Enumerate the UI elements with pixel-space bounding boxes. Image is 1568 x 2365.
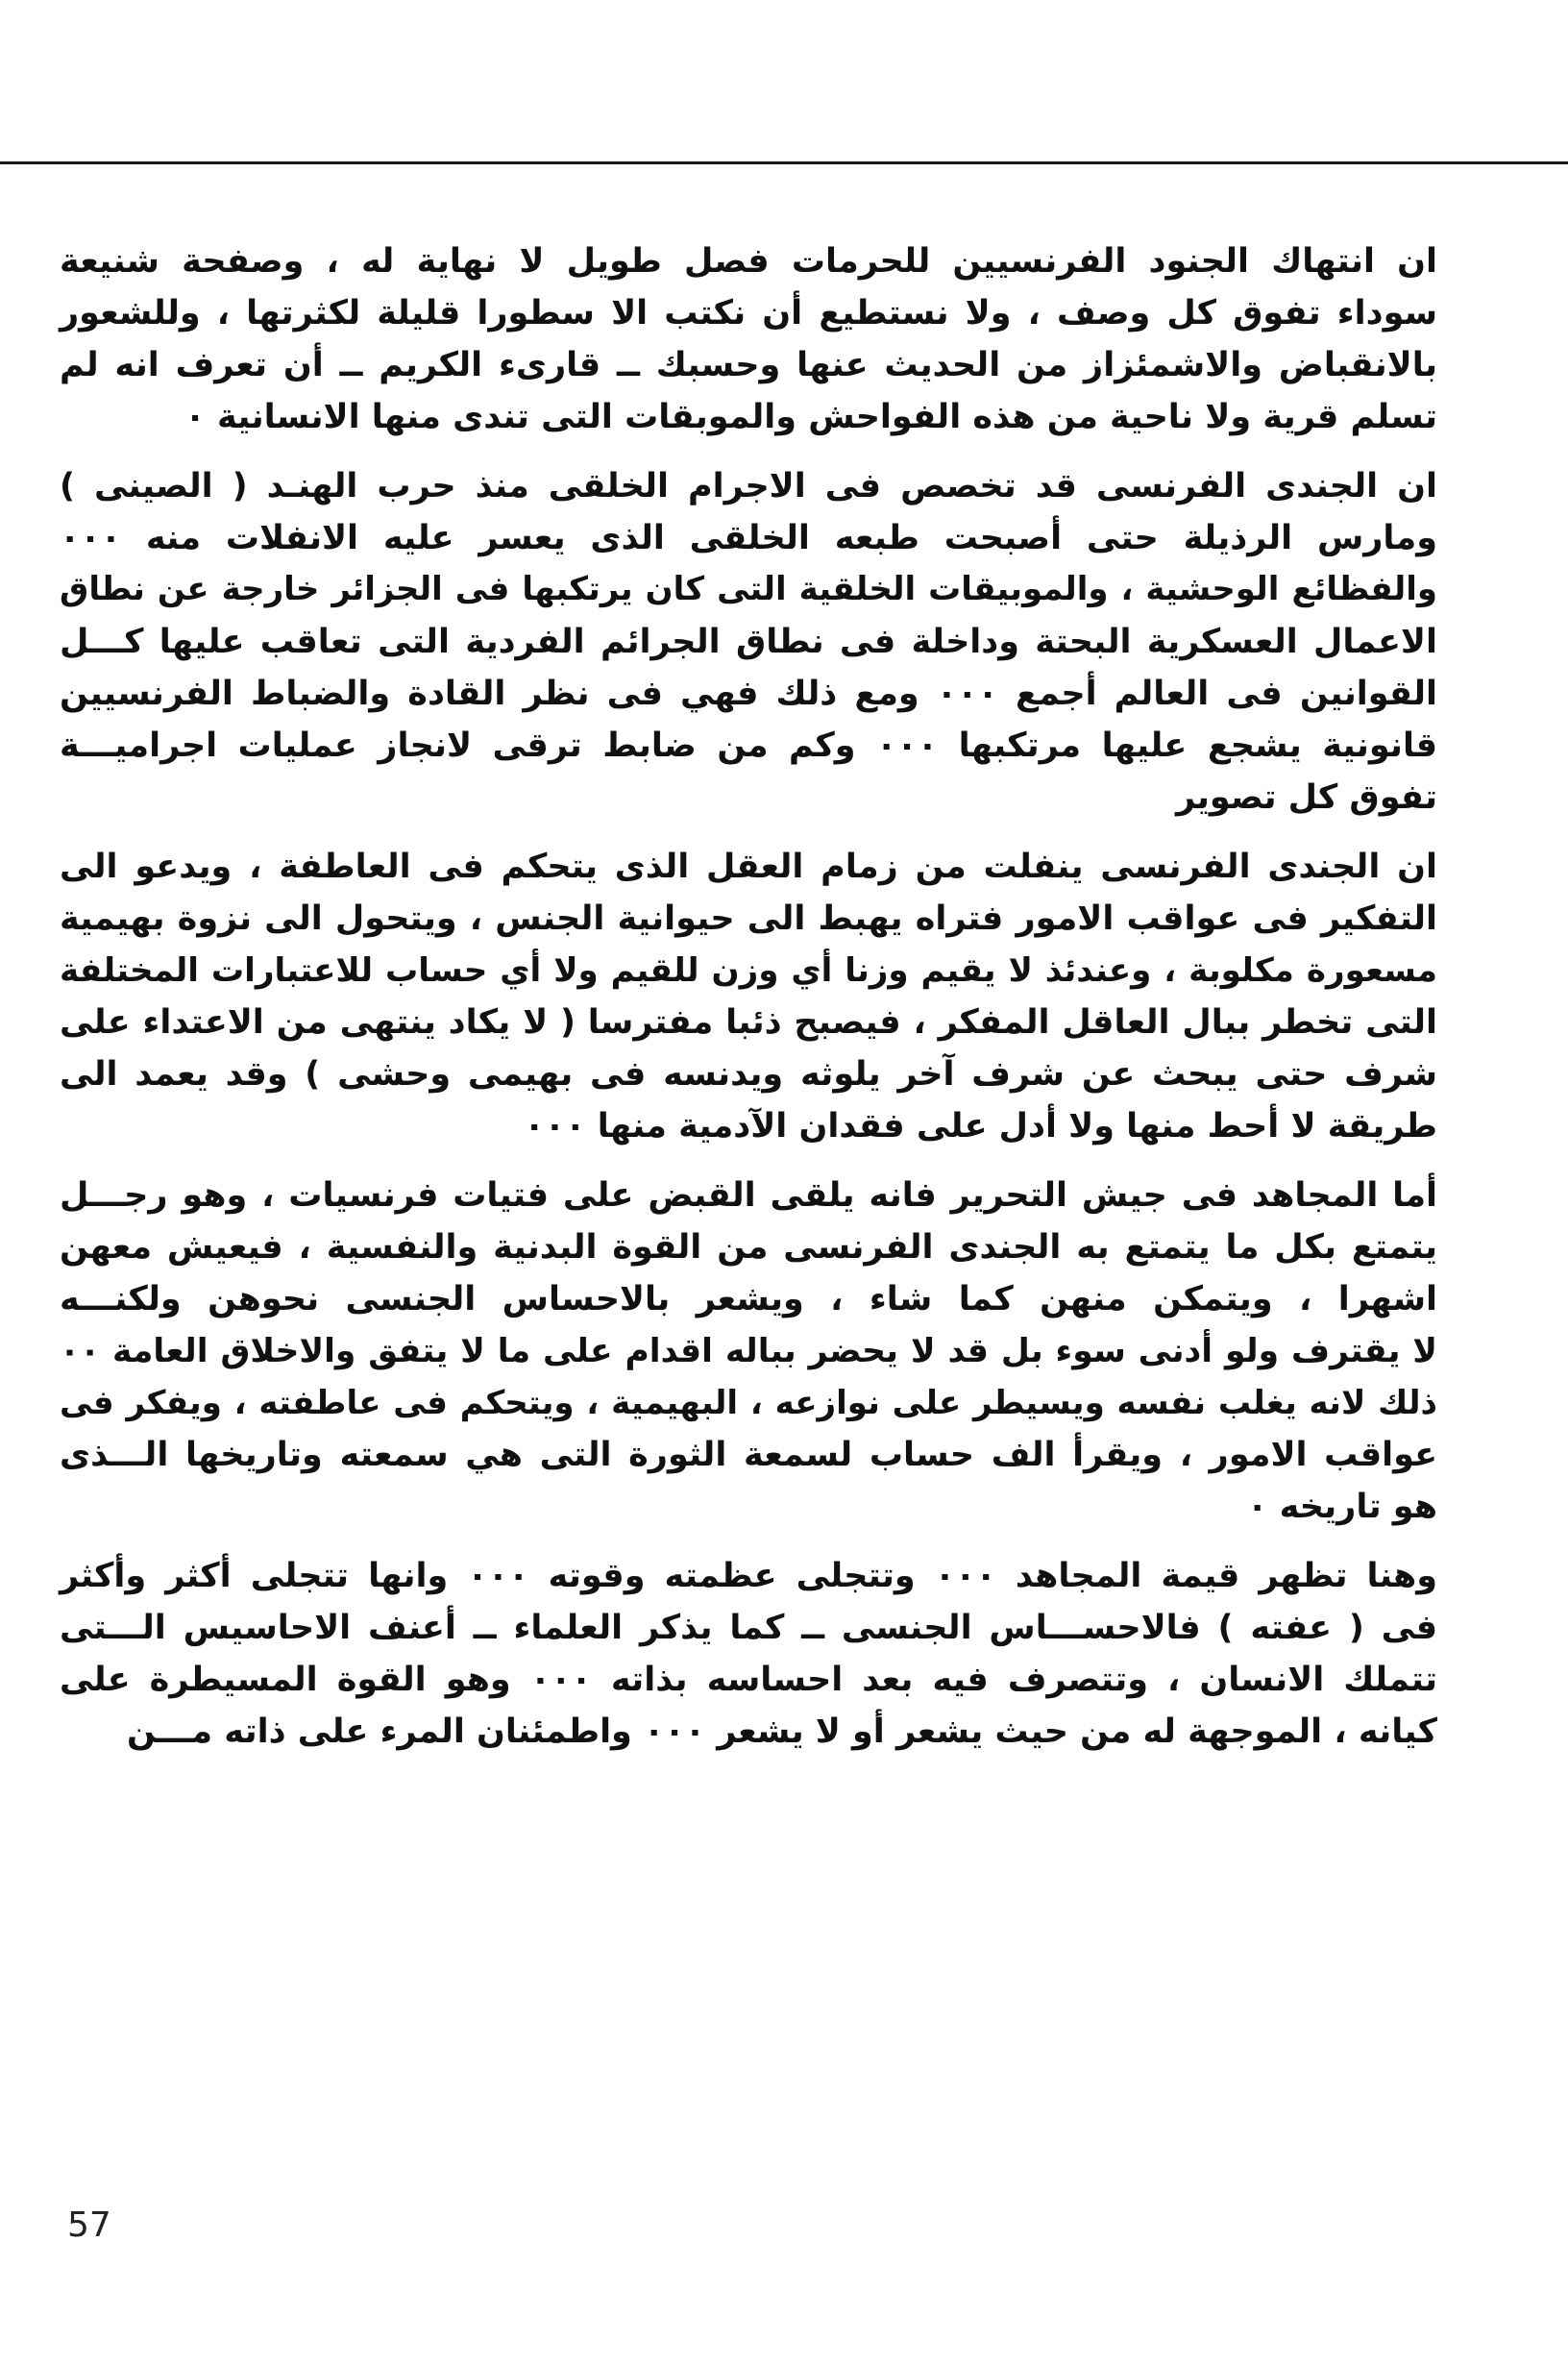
- text-line: سوداء تفوق كل وصف ، ولا نستطيع أن نكتب الا سطورا قليلة لكثرتها ، وللشعور: [60, 294, 1437, 333]
- text-line: مسعورة مكلوبة ، وعندئذ لا يقيم وزنا أي وزن للقيم ولا أي حساب للاعتبارات المختلفة: [60, 951, 1437, 990]
- text-line: تتملك الانسان ، وتتصرف فيه بعد احساسه بذاته ٠٠٠ وهو القوة المسيطرة على: [60, 1661, 1438, 1699]
- text-line: قانونية يشجع عليها مرتكبها ٠٠٠ وكم من ضابط ترقى لانجاز عمليات اجراميـــة: [60, 727, 1438, 765]
- paragraph: [60, 235, 1437, 443]
- text-line: والفظائع الوحشية ، والموبيقات الخلقية التى كان يرتكبها فى الجزائر خارجة عن نطاق: [60, 571, 1437, 608]
- text-line: طريقة لا أحط منها ولا أدل على فقدان الآدمية منها ٠٠٠: [524, 1107, 1437, 1146]
- text-line: التى تخطر ببال العاقل المفكر ، فيصبح ذئبا مفترسا ( لا يكاد ينتهى من الاعتداء على: [60, 1003, 1437, 1042]
- text-line: اشهرا ، ويتمكن منهن كما شاء ، ويشعر بالاحساس الجنسى نحوهن ولكنـــه: [60, 1280, 1437, 1318]
- page-number: 57: [67, 2205, 111, 2245]
- text-line: تسلم قرية ولا ناحية من هذه الفواحش والموبقات التى تندى منها الانسانية ٠: [184, 398, 1437, 436]
- text-line: وهنا تظهر قيمة المجاهد ٠٠٠ وتتجلى عظمته وقوته ٠٠٠ وانها تتجلى أكثر وأكثر: [60, 1557, 1438, 1595]
- text-line: أما المجاهد فى جيش التحرير فانه يلقى القبض على فتيات فرنسيات ، وهو رجـــل: [60, 1176, 1437, 1215]
- text-line: عواقب الامور ، ويقرأ الف حساب لسمعة الثورة التى هي سمعته وتاريخها الـــذى: [60, 1436, 1437, 1474]
- paragraph: [60, 460, 1437, 824]
- text-line: فى ( عفته ) فالاحســـاس الجنسى ــ كما يذكر العلماء ــ أعنف الاحاسيس الـــتى: [60, 1609, 1437, 1647]
- paragraph: [60, 1550, 1437, 1758]
- paragraph: [60, 841, 1437, 1152]
- header-rule: [0, 161, 1568, 164]
- text-line: ان الجندى الفرنسى قد تخصص فى الاجرام الخلقى منذ حرب الهنـد ( الصينى ): [60, 467, 1437, 505]
- text-line: التفكير فى عواقب الامور فتراه يهبط الى حيوانية الجنس ، ويتحول الى نزوة بهيمية: [60, 899, 1437, 938]
- text-line: ذلك لانه يغلب نفسه ويسيطر على نوازعه ، البهيمية ، ويتحكم فى عاطفته ، ويفكر فى: [60, 1384, 1437, 1422]
- text-line: لا يقترف ولو أدنى سوء بل قد لا يحضر بباله اقدام على ما لا يتفق والاخلاق العامة ٠٠: [60, 1332, 1437, 1370]
- text-line: شرف حتى يبحث عن شرف آخر يلوثه ويدنسه فى بهيمى وحشى ) وقد يعمد الى: [60, 1055, 1437, 1094]
- text-line: ومارس الرذيلة حتى أصبحت طبعه الخلقى الذى يعسر عليه الانفلات منه ٠٠٠: [60, 519, 1437, 557]
- text-line: ان انتهاك الجنود الفرنسيين للحرمات فصل طويل لا نهاية له ، وصفحة شنيعة: [60, 242, 1437, 281]
- text-line: بالانقباض والاشمئزاز من الحديث عنها وحسبك ــ قارىء الكريم ــ أن تعرف انه لم: [60, 346, 1437, 384]
- text-line: الاعمال العسكرية البحتة وداخلة فى نطاق الجرائم الفردية التى تعاقب عليها كـــل: [60, 623, 1437, 661]
- text-line: ان الجندى الفرنسى ينفلت من زمام العقل الذى يتحكم فى العاطفة ، ويدعو الى: [60, 848, 1437, 886]
- text-line: كيانه ، الموجهة له من حيث يشعر أو لا يشعر ٠٠٠ واطمئنان المرء على ذاته مـــن: [127, 1712, 1437, 1751]
- paragraph: [60, 1170, 1437, 1533]
- text-line: هو تاريخه ٠: [1247, 1488, 1437, 1526]
- text-line: تفوق كل تصوير: [1175, 778, 1437, 817]
- text-line: القوانين فى العالم أجمع ٠٠٠ ومع ذلك فهي فى نظر القادة والضباط الفرنسيين: [60, 675, 1438, 713]
- text-line: يتمتع بكل ما يتمتع به الجندى الفرنسى من القوة البدنية والنفسية ، فيعيش معهن: [60, 1228, 1437, 1267]
- page-body: [60, 235, 1437, 1775]
